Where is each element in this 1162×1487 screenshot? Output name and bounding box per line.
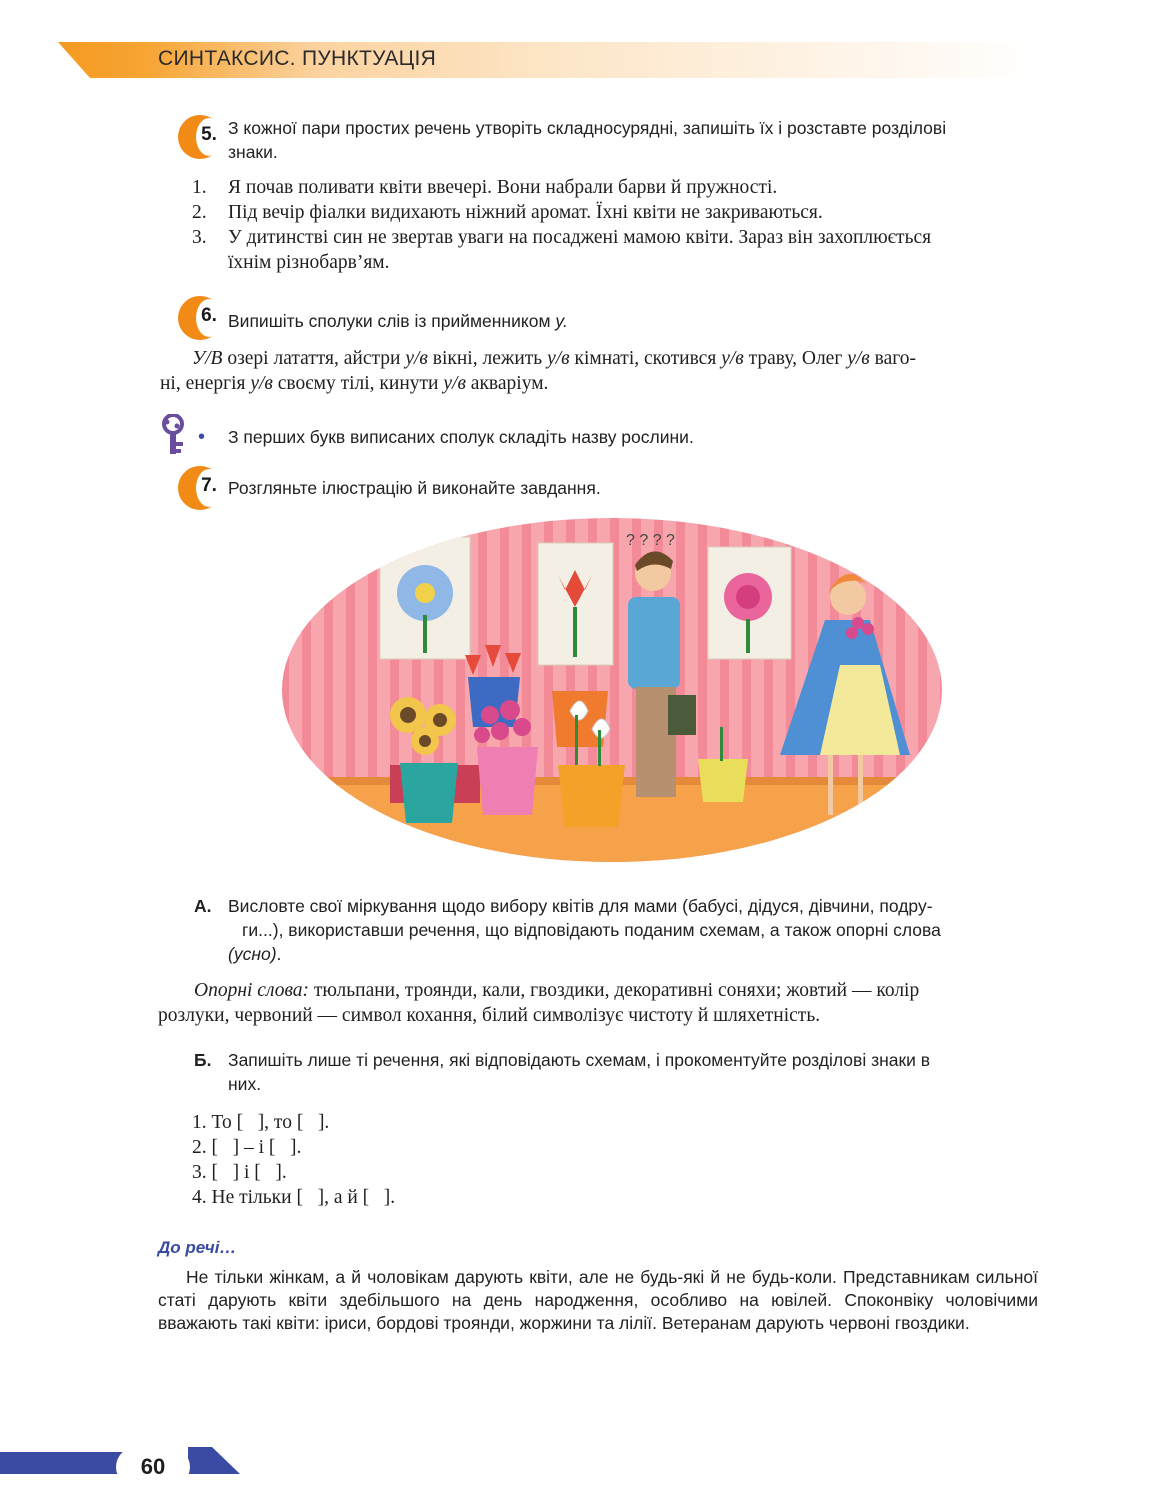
part-b-label: Б.	[194, 1050, 212, 1070]
task5-instruction: З кожної пари простих речень утворіть складносурядні, запишіть їх і розставте розділові знаки.	[228, 118, 947, 162]
fact-text: Не тільки жінкам, а й чоловікам дарують квіти, але не будь-які й не будь-коли. Представникам сильної статі дарують квіти здебільшого на день народження, особливо на ювілей. Споконвіку чоловічими вважають такі квіти: іриси, бордові троянди, жоржини та лілії. Ветеранам дарують червоні гвоздики.	[158, 1267, 1038, 1333]
fact-title: До речі…	[158, 1238, 237, 1257]
task5-sentence-list	[192, 175, 1042, 275]
task-number-badge: 7.	[178, 466, 224, 512]
bullet: •	[198, 426, 206, 448]
scheme-line: 1. То [ ], то [ ].	[192, 1112, 330, 1133]
chapter-title: СИНТАКСИС. ПУНКТУАЦІЯ	[158, 47, 437, 70]
part-b-instruction: Запишіть лише ті речення, які відповідають схемам, і прокоментуйте розділові знаки в них.	[228, 1050, 931, 1094]
part-a-label: А.	[194, 896, 212, 916]
part-a-instruction: Висловте свої міркування щодо вибору квітів для мами (бабусі, дідуся, дівчини, подру- ги...), використавши речення, що відповідають поданим схемам, а також опорні слова (усно).	[228, 896, 941, 964]
list-item: 3. У дитинстві син не звертав уваги на посаджені мамою квіти. Зараз він захоплюється їхнім різнобарв’ям.	[192, 227, 932, 273]
scheme-line: 4. Не тільки [ ], а й [ ].	[192, 1187, 396, 1208]
list-item: 1. Я почав поливати квіти ввечері. Вони набрали барви й пружності.	[192, 177, 778, 198]
task-number-badge: 5.	[178, 115, 224, 161]
question-marks: ? ? ? ?	[626, 532, 675, 549]
task6-instruction: Випишіть сполуки слів із прийменником у.	[228, 311, 568, 331]
task-number-badge: 6.	[178, 296, 224, 342]
scheme-line: 3. [ ] і [ ].	[192, 1162, 287, 1183]
scheme-line: 2. [ ] – і [ ].	[192, 1137, 302, 1158]
key-icon	[158, 414, 188, 456]
task7-instruction: Розгляньте ілюстрацію й виконайте завдання.	[228, 478, 601, 498]
task6-exercise-text: У/В озері латаття, айстри у/в вікні, лежить у/в кімнаті, скотився у/в траву, Олег у/в ваго- ні, енергія у/в своєму тілі, кинути у/в акваріум.	[160, 348, 917, 394]
sentence-schemes	[192, 1110, 395, 1210]
page-number: 60	[116, 1447, 190, 1487]
support-words: Опорні слова: тюльпани, троянди, кали, гвоздики, декоративні соняхи; жовтий — колір розлуки, червоний — символ кохання, білий символізує чистоту й шляхетність.	[158, 980, 920, 1026]
illustration-flower-shop	[280, 515, 945, 870]
list-item: 2. Під вечір фіалки видихають ніжний аромат. Їхні квіти не закриваються.	[192, 202, 823, 223]
key-task-text: З перших букв виписаних сполук складіть назву рослини.	[228, 427, 694, 447]
